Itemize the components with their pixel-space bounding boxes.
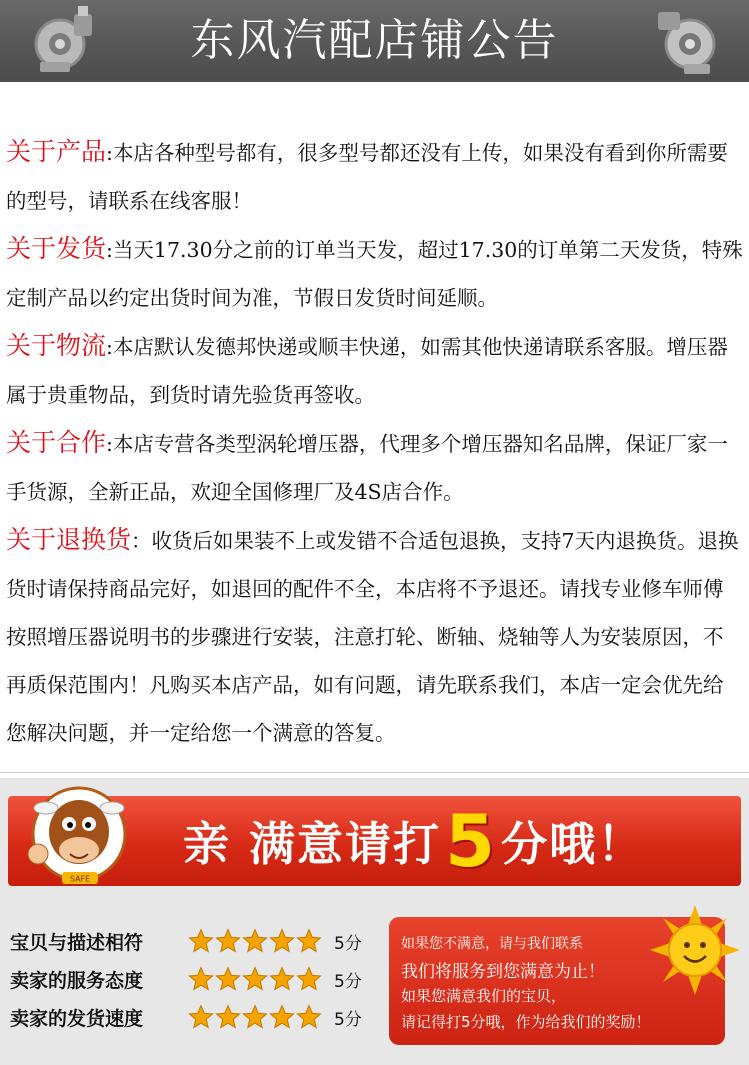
banner-text: 亲 满意请打5分哦！ (183, 799, 646, 883)
star-icon (188, 928, 214, 954)
star-icon (296, 928, 322, 954)
notice-shipping: 关于发货:当天17.30分之前的订单当天发，超过17.30的订单第二天发货，特殊定制产品以约定出货时间为准，节假日发货时间延顺。 (6, 234, 743, 310)
page-title: 东风汽配店铺公告 (190, 15, 559, 66)
rating-row (10, 960, 380, 998)
star-icon (242, 966, 268, 992)
notice-product: 关于产品:本店各种型号都有，很多型号都还没有上传，如果没有看到你所需要的型号，请联系在线客服！ (6, 137, 728, 213)
star-icon (269, 966, 295, 992)
star-icon (269, 1004, 295, 1030)
message-line: 请记得打5分哦，作为给我们的奖励！ (401, 1013, 651, 1031)
star-rating (188, 1004, 324, 1030)
header-bar (0, 0, 749, 82)
rating-label: 宝贝与描述相符 (10, 931, 144, 954)
star-icon (215, 1004, 241, 1030)
notice-body (0, 128, 749, 757)
rating-row (10, 922, 380, 960)
notice-logistics: 关于物流:本店默认发德邦快递或顺丰快递，如需其他快递请联系客服。增压器属于贵重物品，到货时请先验货再签收。 (6, 331, 728, 407)
star-icon (215, 928, 241, 954)
message-line: 我们将服务到您满意为止！ (401, 962, 605, 982)
smiling-sun-icon (650, 905, 740, 995)
message-line: 如果您不满意，请与我们联系 (401, 936, 583, 952)
mascot-badge-label: SAFE (69, 874, 91, 884)
star-icon (188, 966, 214, 992)
rating-score: 5分 (334, 971, 362, 992)
notice-cooperation: 关于合作:本店专营各类型涡轮增压器，代理多个增压器知名品牌，保证厂家一手货源，全新正品，欢迎全国修理厂及4S店合作。 (6, 428, 728, 504)
star-icon (242, 928, 268, 954)
star-rating (188, 966, 324, 992)
notice-returns: 关于退换货：收货后如果装不上或发错不合适包退换，支持7天内退换货。退换货时请保持商品完好，如退回的配件不全，本店将不予退还。请找专业修车师傅按照增压器说明书的步骤进行安装，注意打轮、断轴、烧轴等人为安装原因，不再质保范围内！凡购买本店产品，如有问题，请先联系我们，本店一定会优先给您解决问题，并一定给您一个满意的答复。 (6, 525, 739, 745)
message-line: 如果您满意我们的宝贝， (401, 987, 567, 1005)
star-icon (188, 1004, 214, 1030)
star-icon (296, 1004, 322, 1030)
cow-mascot-icon (24, 784, 134, 892)
star-icon (242, 1004, 268, 1030)
turbocharger-image-right (650, 4, 726, 76)
banner-number: 5 (445, 799, 498, 883)
star-icon (269, 928, 295, 954)
rating-score: 5分 (334, 933, 362, 954)
section-divider (0, 772, 749, 773)
rating-list (10, 922, 380, 1036)
star-icon (215, 966, 241, 992)
rating-label: 卖家的服务态度 (10, 969, 144, 992)
rating-label: 卖家的发货速度 (10, 1007, 144, 1030)
star-rating (188, 928, 324, 954)
rating-row (10, 998, 380, 1036)
star-icon (296, 966, 322, 992)
rating-score: 5分 (334, 1009, 362, 1030)
